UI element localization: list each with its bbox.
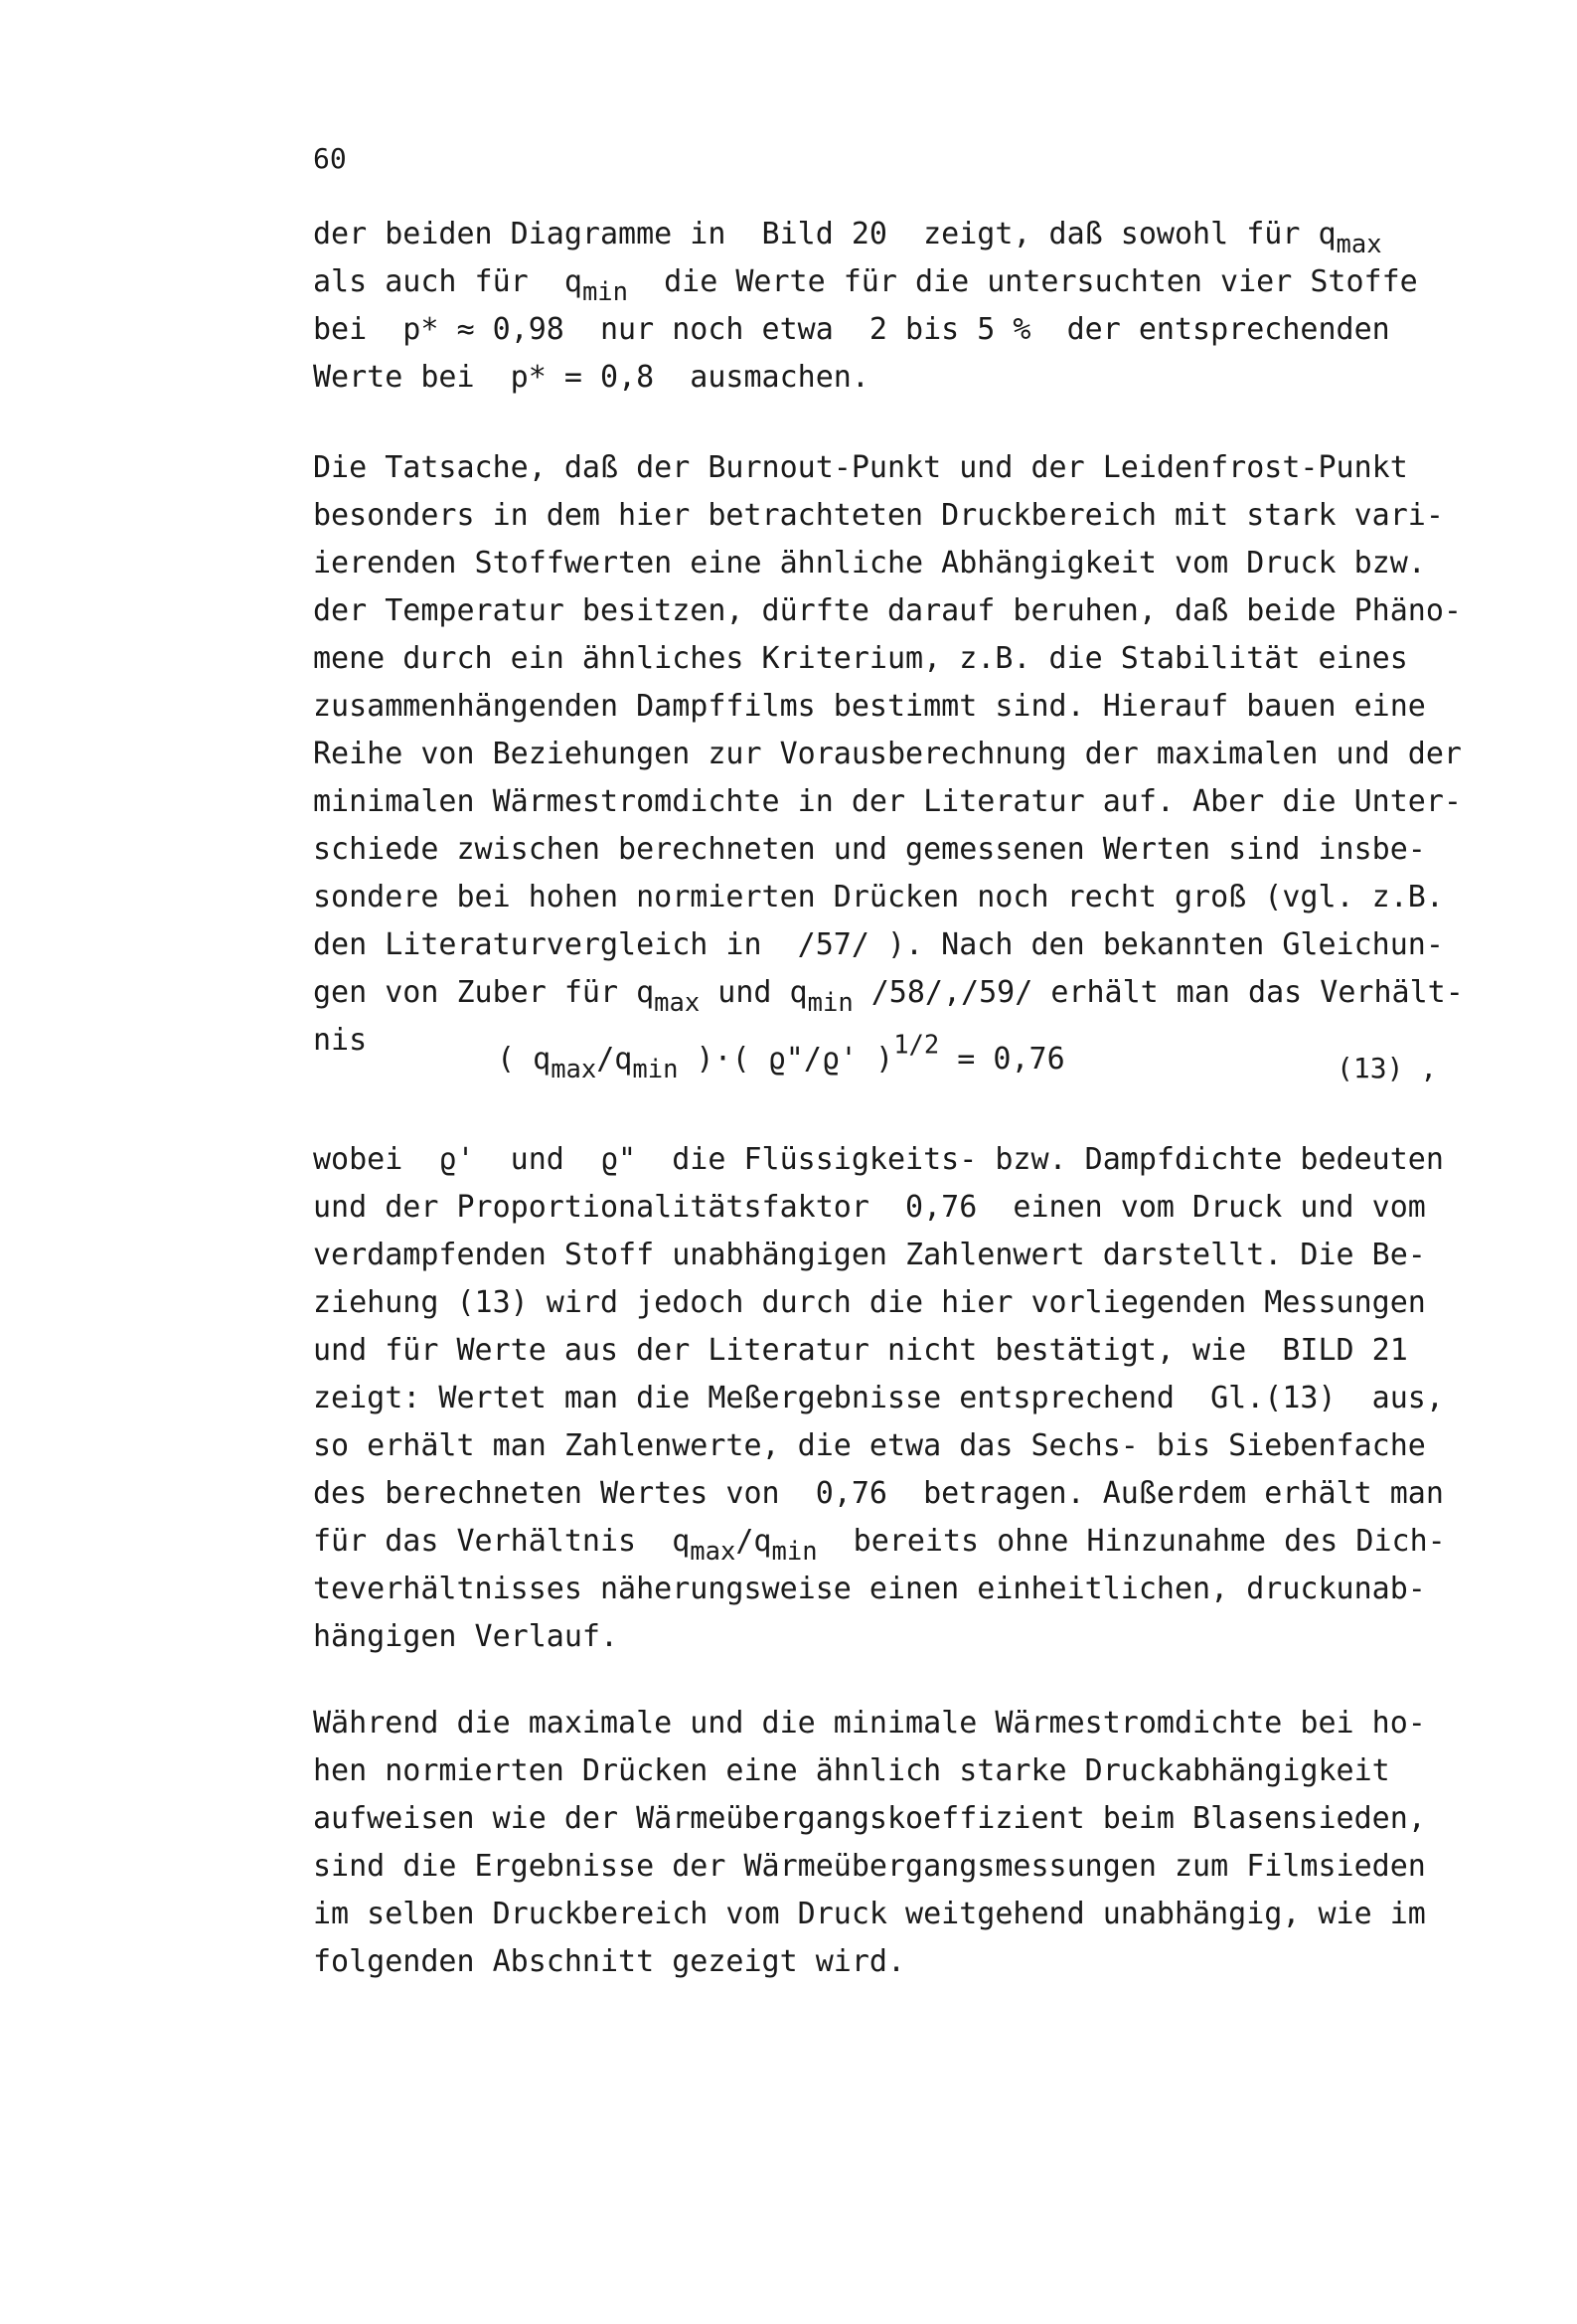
page-number: 60 — [313, 142, 347, 175]
equation-13: ( $q_{max}/q_{min}$ )·( ϱ"/ϱ' )$^{1/2}$ = 0,76 — [497, 1030, 1065, 1084]
equation-number: (13) , — [1337, 1052, 1438, 1084]
text-line: und der Proportionalitätsfaktor 0,76 einen vom Druck und vom — [313, 1190, 1426, 1225]
text-line: Werte bei p* = 0,8 ausmachen. — [313, 360, 869, 395]
text-line: nis — [313, 1023, 368, 1058]
text-line: mene durch ein ähnliches Kriterium, z.B. die Stabilität eines — [313, 641, 1408, 676]
text-line: sind die Ergebnisse der Wärmeübergangsmessungen zum Filmsieden — [313, 1849, 1426, 1884]
text-line: aufweisen wie der Wärmeübergangskoeffizient beim Blasensieden, — [313, 1801, 1426, 1836]
text-line: teverhältnisses näherungsweise einen einheitlichen, druckunab- — [313, 1572, 1426, 1606]
text-line: hängigen Verlauf. — [313, 1619, 619, 1654]
text-line: minimalen Wärmestromdichte in der Literatur auf. Aber die Unter- — [313, 784, 1462, 819]
text-line: ierenden Stoffwerten eine ähnliche Abhängigkeit vom Druck bzw. — [313, 546, 1426, 581]
text-line: im selben Druckbereich vom Druck weitgehend unabhängig, wie im — [313, 1897, 1426, 1931]
text-line: den Literaturvergleich in /57/ ). Nach den bekannten Gleichun- — [313, 927, 1444, 962]
text-line: und für Werte aus der Literatur nicht bestätigt, wie BILD 21 — [313, 1333, 1408, 1368]
text-line: der beiden Diagramme in Bild 20 zeigt, daß sowohl für $q_{max}$ — [313, 217, 1382, 259]
text-line: verdampfenden Stoff unabhängigen Zahlenwert darstellt. Die Be- — [313, 1238, 1426, 1272]
text-line: der Temperatur besitzen, dürfte darauf beruhen, daß beide Phäno- — [313, 593, 1462, 628]
paragraph-2 — [313, 444, 1515, 1065]
text-line: folgenden Abschnitt gezeigt wird. — [313, 1944, 906, 1979]
text-line: bei p* ≈ 0,98 nur noch etwa 2 bis 5 % der entsprechenden — [313, 312, 1390, 347]
paragraph-4 — [313, 1700, 1515, 1986]
text-line: wobei ϱ' und ϱ" die Flüssigkeits- bzw. Dampfdichte bedeuten — [313, 1142, 1444, 1177]
text-line: zeigt: Wertet man die Meßergebnisse entsprechend Gl.(13) aus, — [313, 1381, 1444, 1415]
text-line: Die Tatsache, daß der Burnout-Punkt und der Leidenfrost-Punkt — [313, 450, 1408, 485]
text-line: schiede zwischen berechneten und gemessenen Werten sind insbe- — [313, 832, 1426, 867]
text-line: des berechneten Wertes von 0,76 betragen. Außerdem erhält man — [313, 1476, 1444, 1511]
text-line: gen von Zuber für $q_{max}$ und $q_{min}$ /58/,/59/ erhält man das Verhält- — [313, 975, 1464, 1018]
text-line: Reihe von Beziehungen zur Vorausberechnung der maximalen und der — [313, 737, 1462, 771]
text-line: ziehung (13) wird jedoch durch die hier vorliegenden Messungen — [313, 1285, 1426, 1320]
text-line: als auch für $q_{min}$ die Werte für die untersuchten vier Stoffe — [313, 264, 1418, 307]
text-line: zusammenhängenden Dampffilms bestimmt sind. Hierauf bauen eine — [313, 689, 1426, 724]
text-line: für das Verhältnis $q_{max}/q_{min}$ bereits ohne Hinzunahme des Dich- — [313, 1524, 1446, 1567]
text-line: besonders in dem hier betrachteten Druckbereich mit stark vari- — [313, 498, 1444, 533]
paragraph-3 — [313, 1136, 1515, 1661]
text-line: hen normierten Drücken eine ähnlich starke Druckabhängigkeit — [313, 1753, 1390, 1788]
text-line: sondere bei hohen normierten Drücken noch recht groß (vgl. z.B. — [313, 880, 1444, 914]
text-line: Während die maximale und die minimale Wärmestromdichte bei ho- — [313, 1706, 1426, 1741]
paragraph-1 — [313, 211, 1515, 402]
text-line: so erhält man Zahlenwerte, die etwa das Sechs- bis Siebenfache — [313, 1428, 1426, 1463]
